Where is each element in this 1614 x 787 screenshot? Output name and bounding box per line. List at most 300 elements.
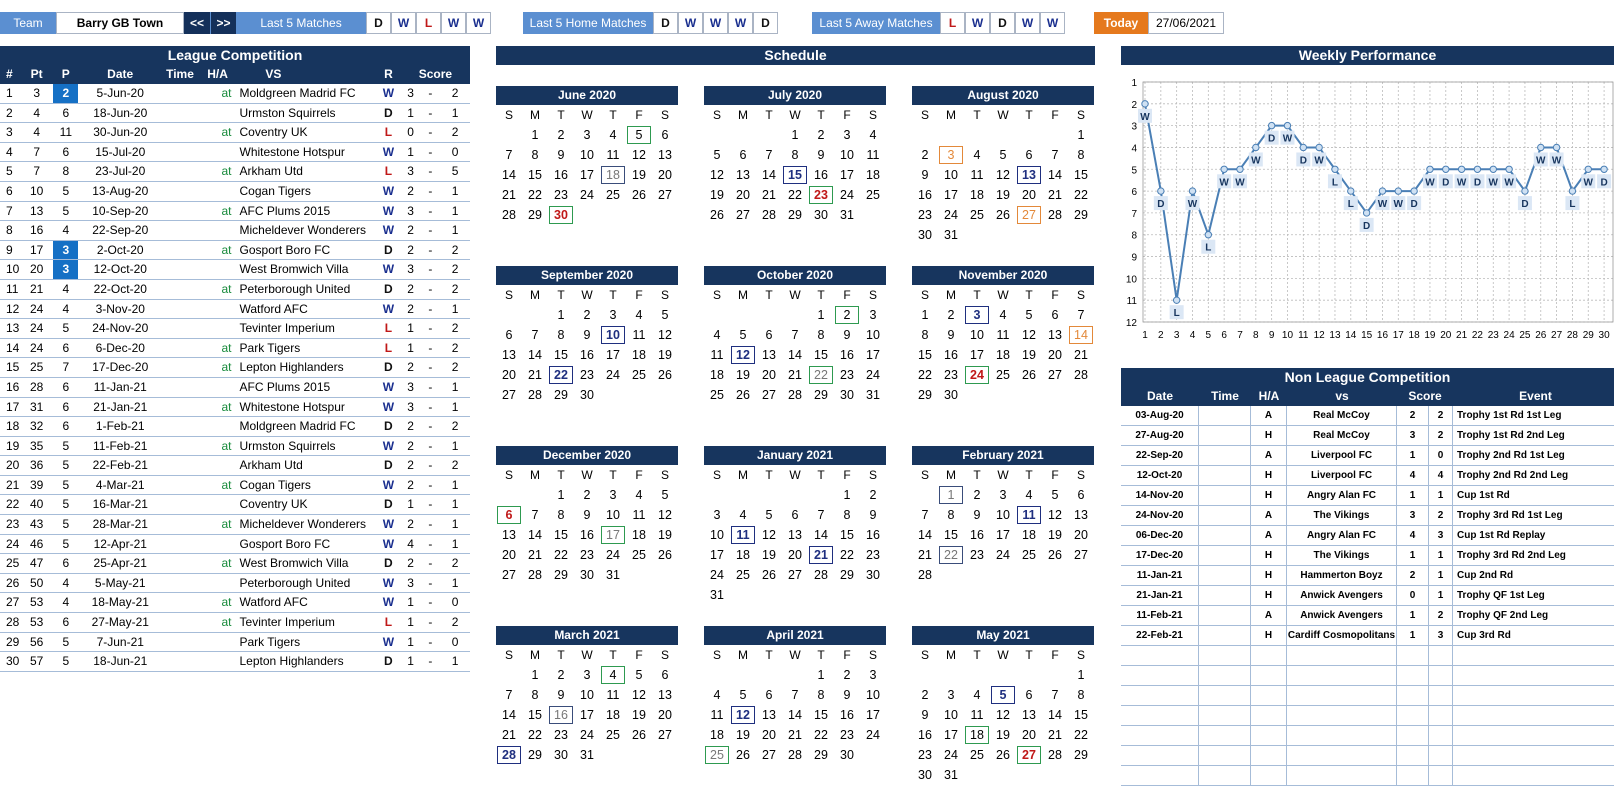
calendar-day[interactable]: 19 [736,368,750,382]
calendar-day[interactable]: 7 [505,688,513,702]
calendar-day[interactable]: 26 [632,188,646,202]
league-row[interactable] [0,300,470,320]
calendar-day[interactable]: 27 [762,388,776,402]
calendar-day[interactable]: 15 [782,165,808,185]
calendar-day[interactable]: 2 [583,488,591,502]
calendar-day[interactable]: 30 [548,205,574,225]
calendar-day[interactable]: 5 [635,668,643,682]
calendar-day[interactable]: 25 [632,548,646,562]
calendar-day[interactable]: 9 [921,708,929,722]
calendar-day[interactable]: 7 [505,148,513,162]
calendar-day[interactable]: 25 [736,568,750,582]
calendar-day[interactable]: 22 [918,368,932,382]
calendar-day[interactable]: 23 [944,368,958,382]
calendar-day[interactable]: 20 [658,708,672,722]
league-row[interactable] [0,162,470,182]
calendar-day[interactable]: 6 [1025,688,1033,702]
league-row[interactable] [0,652,470,672]
calendar-day[interactable]: 29 [1074,748,1088,762]
calendar-day[interactable]: 27 [788,568,802,582]
calendar-day[interactable]: 14 [1048,168,1062,182]
calendar-day[interactable]: 12 [658,508,672,522]
calendar-day[interactable]: 8 [1077,688,1085,702]
league-row[interactable] [0,104,470,124]
league-row[interactable] [0,574,470,594]
calendar-day[interactable]: 25 [866,188,880,202]
calendar-day[interactable]: 9 [973,508,981,522]
calendar-day[interactable]: 22 [840,548,854,562]
calendar-day[interactable]: 2 [869,488,877,502]
calendar-day[interactable]: 25 [606,728,620,742]
calendar-day[interactable]: 20 [502,368,516,382]
non-league-row[interactable] [1121,606,1614,626]
calendar-day[interactable]: 9 [583,508,591,522]
calendar-day[interactable]: 3 [609,308,617,322]
calendar-day[interactable]: 1 [557,488,565,502]
calendar-day[interactable]: 6 [1077,488,1085,502]
calendar-day[interactable]: 10 [944,168,958,182]
calendar-day[interactable]: 26 [762,568,776,582]
calendar-day[interactable]: 7 [1077,308,1085,322]
non-league-row[interactable] [1121,526,1614,546]
calendar-day[interactable]: 21 [1074,348,1088,362]
calendar-day[interactable]: 1 [531,668,539,682]
calendar-day[interactable]: 2 [557,128,565,142]
non-league-empty-row[interactable] [1121,706,1614,726]
league-row[interactable] [0,260,470,280]
calendar-day[interactable]: 24 [944,748,958,762]
calendar-day[interactable]: 19 [996,728,1010,742]
calendar-day[interactable]: 26 [996,748,1010,762]
calendar-day[interactable]: 13 [502,528,516,542]
calendar-day[interactable]: 2 [834,305,860,325]
calendar-day[interactable]: 26 [632,728,646,742]
calendar-day[interactable]: 29 [918,388,932,402]
calendar-day[interactable]: 1 [817,308,825,322]
calendar-day[interactable]: 21 [788,728,802,742]
non-league-row[interactable] [1121,546,1614,566]
calendar-day[interactable]: 7 [921,508,929,522]
calendar-day[interactable]: 26 [1022,368,1036,382]
calendar-day[interactable]: 2 [973,488,981,502]
calendar-day[interactable]: 14 [502,168,516,182]
calendar-day[interactable]: 17 [606,348,620,362]
non-league-empty-row[interactable] [1121,746,1614,766]
calendar-day[interactable]: 18 [600,165,626,185]
league-row[interactable] [0,535,470,555]
calendar-day[interactable]: 5 [626,125,652,145]
calendar-day[interactable]: 20 [788,548,802,562]
calendar-day[interactable]: 20 [1022,728,1036,742]
calendar-day[interactable]: 4 [635,488,643,502]
calendar-day[interactable]: 7 [791,688,799,702]
calendar-day[interactable]: 21 [1048,188,1062,202]
league-row[interactable] [0,221,470,241]
league-row[interactable] [0,476,470,496]
next-team-button[interactable]: >> [210,12,236,34]
calendar-day[interactable]: 8 [947,508,955,522]
calendar-day[interactable]: 18 [964,725,990,745]
calendar-day[interactable]: 19 [762,548,776,562]
calendar-day[interactable]: 10 [996,508,1010,522]
calendar-day[interactable]: 5 [713,148,721,162]
calendar-day[interactable]: 18 [1022,528,1036,542]
calendar-day[interactable]: 11 [970,168,984,182]
calendar-day[interactable]: 25 [704,745,730,765]
league-row[interactable] [0,358,470,378]
calendar-day[interactable]: 22 [938,545,964,565]
calendar-day[interactable]: 6 [739,148,747,162]
calendar-day[interactable]: 15 [554,528,568,542]
calendar-day[interactable]: 22 [554,548,568,562]
calendar-day[interactable]: 11 [970,708,984,722]
calendar-day[interactable]: 22 [528,188,542,202]
calendar-day[interactable]: 12 [996,168,1010,182]
calendar-day[interactable]: 2 [947,308,955,322]
calendar-day[interactable]: 5 [1025,308,1033,322]
calendar-day[interactable]: 26 [658,368,672,382]
calendar-day[interactable]: 17 [996,528,1010,542]
calendar-day[interactable]: 14 [1048,708,1062,722]
league-row[interactable] [0,456,470,476]
calendar-day[interactable]: 27 [658,728,672,742]
calendar-day[interactable]: 21 [528,548,542,562]
calendar-day[interactable]: 12 [632,688,646,702]
calendar-day[interactable]: 3 [964,305,990,325]
calendar-day[interactable]: 9 [869,508,877,522]
calendar-day[interactable]: 14 [1068,325,1094,345]
calendar-day[interactable]: 5 [1051,488,1059,502]
calendar-day[interactable]: 6 [765,688,773,702]
calendar-day[interactable]: 18 [996,348,1010,362]
calendar-day[interactable]: 28 [502,208,516,222]
league-row[interactable] [0,143,470,163]
calendar-day[interactable]: 3 [947,688,955,702]
calendar-day[interactable]: 3 [583,128,591,142]
calendar-day[interactable]: 20 [1022,188,1036,202]
calendar-day[interactable]: 21 [788,368,802,382]
calendar-day[interactable]: 10 [580,688,594,702]
calendar-day[interactable]: 11 [730,525,756,545]
calendar-day[interactable]: 21 [502,728,516,742]
calendar-day[interactable]: 1 [791,128,799,142]
calendar-day[interactable]: 18 [736,548,750,562]
calendar-day[interactable]: 23 [840,368,854,382]
calendar-day[interactable]: 4 [999,308,1007,322]
calendar-day[interactable]: 27 [502,568,516,582]
calendar-day[interactable]: 18 [606,708,620,722]
calendar-day[interactable]: 29 [814,748,828,762]
calendar-day[interactable]: 13 [1016,165,1042,185]
calendar-day[interactable]: 5 [999,148,1007,162]
non-league-empty-row[interactable] [1121,646,1614,666]
calendar-day[interactable]: 24 [606,368,620,382]
calendar-day[interactable]: 28 [814,568,828,582]
calendar-day[interactable]: 15 [1074,168,1088,182]
calendar-day[interactable]: 10 [866,688,880,702]
calendar-day[interactable]: 9 [817,148,825,162]
calendar-day[interactable]: 20 [762,368,776,382]
calendar-day[interactable]: 15 [944,528,958,542]
calendar-day[interactable]: 30 [554,748,568,762]
calendar-day[interactable]: 18 [632,528,646,542]
calendar-day[interactable]: 23 [840,728,854,742]
calendar-day[interactable]: 23 [554,728,568,742]
calendar-day[interactable]: 20 [502,548,516,562]
calendar-day[interactable]: 5 [661,488,669,502]
calendar-day[interactable]: 13 [736,168,750,182]
calendar-day[interactable]: 21 [918,548,932,562]
calendar-day[interactable]: 29 [814,388,828,402]
calendar-day[interactable]: 21 [502,188,516,202]
calendar-day[interactable]: 25 [710,388,724,402]
league-row[interactable] [0,123,470,143]
calendar-day[interactable]: 27 [1016,745,1042,765]
calendar-day[interactable]: 15 [814,348,828,362]
calendar-day[interactable]: 15 [840,528,854,542]
calendar-day[interactable]: 14 [788,708,802,722]
calendar-day[interactable]: 25 [1022,548,1036,562]
league-row[interactable] [0,613,470,633]
calendar-day[interactable]: 31 [580,748,594,762]
calendar-day[interactable]: 14 [762,168,776,182]
calendar-day[interactable]: 31 [840,208,854,222]
calendar-day[interactable]: 26 [996,208,1010,222]
calendar-day[interactable]: 26 [658,548,672,562]
calendar-day[interactable]: 15 [1074,708,1088,722]
calendar-day[interactable]: 17 [580,708,594,722]
calendar-day[interactable]: 30 [944,388,958,402]
calendar-day[interactable]: 5 [765,508,773,522]
calendar-day[interactable]: 31 [710,588,724,602]
calendar-day[interactable]: 25 [996,368,1010,382]
calendar-day[interactable]: 15 [554,348,568,362]
calendar-day[interactable]: 2 [583,308,591,322]
calendar-day[interactable]: 14 [788,348,802,362]
league-row[interactable] [0,84,470,104]
calendar-day[interactable]: 29 [528,748,542,762]
calendar-day[interactable]: 19 [710,188,724,202]
calendar-day[interactable]: 4 [609,128,617,142]
calendar-day[interactable]: 6 [505,328,513,342]
league-row[interactable] [0,437,470,457]
calendar-day[interactable]: 4 [713,328,721,342]
calendar-day[interactable]: 13 [762,348,776,362]
calendar-day[interactable]: 23 [580,368,594,382]
calendar-day[interactable]: 17 [840,168,854,182]
calendar-day[interactable]: 18 [866,168,880,182]
calendar-day[interactable]: 24 [996,548,1010,562]
calendar-day[interactable]: 4 [600,665,626,685]
calendar-day[interactable]: 5 [661,308,669,322]
team-select[interactable]: Barry GB Town [56,12,184,34]
calendar-day[interactable]: 19 [632,168,646,182]
calendar-day[interactable]: 17 [944,188,958,202]
calendar-day[interactable]: 24 [580,728,594,742]
calendar-day[interactable]: 8 [843,508,851,522]
league-row[interactable] [0,554,470,574]
calendar-day[interactable]: 12 [1048,508,1062,522]
calendar-day[interactable]: 26 [736,388,750,402]
calendar-day[interactable]: 16 [944,348,958,362]
calendar-day[interactable]: 22 [1074,728,1088,742]
calendar-day[interactable]: 9 [557,148,565,162]
league-row[interactable] [0,339,470,359]
calendar-day[interactable]: 9 [557,688,565,702]
calendar-day[interactable]: 5 [739,688,747,702]
calendar-day[interactable]: 11 [710,708,724,722]
calendar-day[interactable]: 26 [1048,548,1062,562]
calendar-day[interactable]: 8 [557,508,565,522]
calendar-day[interactable]: 5 [739,328,747,342]
calendar-day[interactable]: 28 [762,208,776,222]
calendar-day[interactable]: 9 [921,168,929,182]
non-league-row[interactable] [1121,626,1614,646]
calendar-day[interactable]: 16 [580,528,594,542]
calendar-day[interactable]: 13 [788,528,802,542]
calendar-day[interactable]: 7 [791,328,799,342]
calendar-day[interactable]: 11 [632,328,646,342]
calendar-day[interactable]: 11 [866,148,880,162]
calendar-day[interactable]: 12 [1022,328,1036,342]
calendar-day[interactable]: 12 [632,148,646,162]
calendar-day[interactable]: 10 [840,148,854,162]
calendar-day[interactable]: 12 [730,345,756,365]
calendar-day[interactable]: 13 [658,688,672,702]
calendar-day[interactable]: 8 [921,328,929,342]
league-row[interactable] [0,378,470,398]
non-league-row[interactable] [1121,486,1614,506]
calendar-day[interactable]: 15 [918,348,932,362]
calendar-day[interactable]: 11 [632,508,646,522]
calendar-day[interactable]: 9 [583,328,591,342]
calendar-day[interactable]: 28 [1048,748,1062,762]
calendar-day[interactable]: 19 [658,528,672,542]
calendar-day[interactable]: 13 [1048,328,1062,342]
calendar-day[interactable]: 20 [1074,528,1088,542]
calendar-day[interactable]: 21 [808,545,834,565]
calendar-day[interactable]: 18 [632,348,646,362]
calendar-day[interactable]: 23 [970,548,984,562]
calendar-day[interactable]: 16 [970,528,984,542]
calendar-day[interactable]: 6 [1051,308,1059,322]
calendar-day[interactable]: 8 [817,328,825,342]
calendar-day[interactable]: 24 [866,368,880,382]
calendar-day[interactable]: 20 [1048,348,1062,362]
calendar-day[interactable]: 13 [658,148,672,162]
calendar-day[interactable]: 28 [1048,208,1062,222]
calendar-day[interactable]: 17 [600,525,626,545]
calendar-day[interactable]: 24 [606,548,620,562]
calendar-day[interactable]: 17 [710,548,724,562]
calendar-day[interactable]: 27 [502,388,516,402]
calendar-day[interactable]: 4 [713,688,721,702]
calendar-day[interactable]: 30 [580,388,594,402]
calendar-day[interactable]: 28 [528,568,542,582]
calendar-day[interactable]: 7 [531,508,539,522]
calendar-day[interactable]: 12 [710,168,724,182]
calendar-day[interactable]: 29 [1074,208,1088,222]
calendar-day[interactable]: 12 [730,705,756,725]
calendar-day[interactable]: 22 [788,188,802,202]
calendar-day[interactable]: 5 [990,685,1016,705]
calendar-day[interactable]: 20 [762,728,776,742]
non-league-row[interactable] [1121,426,1614,446]
calendar-day[interactable]: 23 [580,548,594,562]
calendar-day[interactable]: 24 [710,568,724,582]
calendar-day[interactable]: 10 [580,148,594,162]
calendar-day[interactable]: 1 [1077,128,1085,142]
calendar-day[interactable]: 28 [788,748,802,762]
calendar-day[interactable]: 19 [658,348,672,362]
calendar-day[interactable]: 14 [502,708,516,722]
calendar-day[interactable]: 8 [531,148,539,162]
league-row[interactable] [0,202,470,222]
calendar-day[interactable]: 9 [947,328,955,342]
calendar-day[interactable]: 7 [765,148,773,162]
calendar-day[interactable]: 28 [918,568,932,582]
calendar-day[interactable]: 10 [710,528,724,542]
calendar-day[interactable]: 2 [843,668,851,682]
calendar-day[interactable]: 19 [1022,348,1036,362]
calendar-day[interactable]: 10 [606,508,620,522]
calendar-day[interactable]: 11 [1016,505,1042,525]
calendar-day[interactable]: 30 [840,748,854,762]
calendar-day[interactable]: 3 [583,668,591,682]
calendar-day[interactable]: 1 [557,308,565,322]
calendar-day[interactable]: 3 [869,308,877,322]
non-league-empty-row[interactable] [1121,666,1614,686]
league-row[interactable] [0,398,470,418]
calendar-day[interactable]: 17 [580,168,594,182]
calendar-day[interactable]: 3 [609,488,617,502]
calendar-day[interactable]: 13 [502,348,516,362]
calendar-day[interactable]: 27 [736,208,750,222]
calendar-day[interactable]: 23 [808,185,834,205]
calendar-day[interactable]: 20 [658,168,672,182]
calendar-day[interactable]: 23 [918,748,932,762]
calendar-day[interactable]: 8 [1077,148,1085,162]
calendar-day[interactable]: 16 [840,708,854,722]
calendar-day[interactable]: 3 [938,145,964,165]
calendar-day[interactable]: 4 [635,308,643,322]
calendar-day[interactable]: 22 [548,365,574,385]
calendar-day[interactable]: 9 [843,688,851,702]
calendar-day[interactable]: 13 [1022,708,1036,722]
non-league-row[interactable] [1121,506,1614,526]
calendar-day[interactable]: 17 [866,348,880,362]
calendar-day[interactable]: 16 [866,528,880,542]
calendar-day[interactable]: 31 [944,228,958,242]
calendar-day[interactable]: 16 [548,705,574,725]
calendar-day[interactable]: 18 [970,188,984,202]
calendar-day[interactable]: 8 [557,328,565,342]
calendar-day[interactable]: 14 [918,528,932,542]
calendar-day[interactable]: 11 [606,148,620,162]
calendar-day[interactable]: 24 [866,728,880,742]
calendar-day[interactable]: 13 [762,708,776,722]
calendar-day[interactable]: 25 [970,208,984,222]
calendar-day[interactable]: 24 [580,188,594,202]
league-row[interactable] [0,319,470,339]
calendar-day[interactable]: 31 [866,388,880,402]
calendar-day[interactable]: 4 [739,508,747,522]
calendar-day[interactable]: 10 [600,325,626,345]
calendar-day[interactable]: 1 [531,128,539,142]
league-row[interactable] [0,417,470,437]
calendar-day[interactable]: 12 [762,528,776,542]
calendar-day[interactable]: 13 [1074,508,1088,522]
